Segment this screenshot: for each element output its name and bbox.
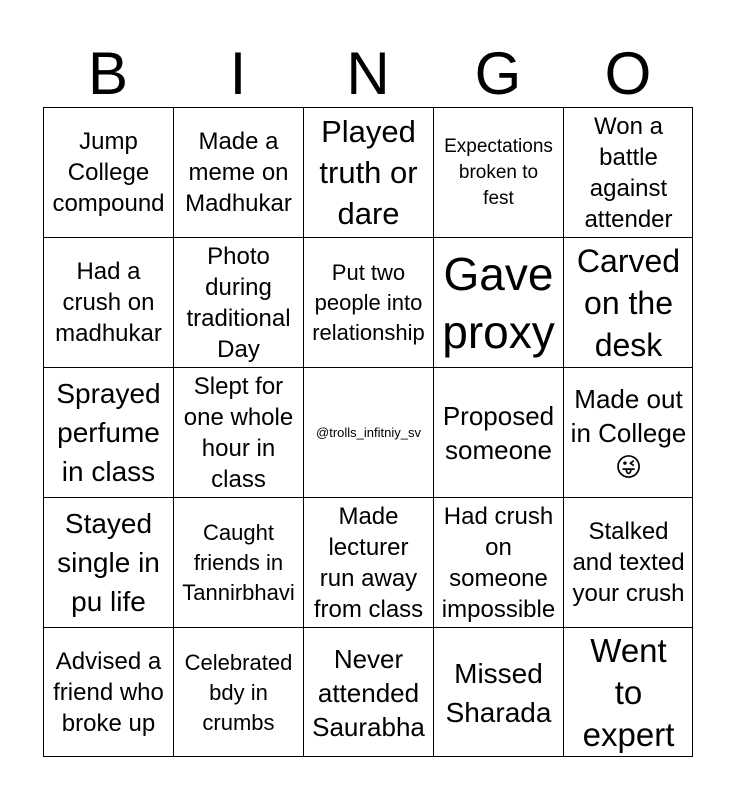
cell-text: Made out in College 😜 xyxy=(570,383,687,482)
cell-text: Jump College compound xyxy=(52,128,165,217)
cell-text: Put two people into relationship xyxy=(312,259,425,345)
cell-text: Stalked and texted your crush xyxy=(572,518,685,607)
bingo-cell-r2c5[interactable] xyxy=(563,237,693,367)
bingo-cell-r4c4[interactable] xyxy=(433,497,563,627)
cell-text: Made lecturer run away from class xyxy=(313,502,424,623)
bingo-cell-r1c2[interactable] xyxy=(173,107,303,237)
cell-text: Photo during traditional Day xyxy=(186,242,291,363)
bingo-cell-r4c3[interactable] xyxy=(303,497,433,627)
bingo-cell-r5c4[interactable] xyxy=(433,627,563,757)
bingo-cell-r5c1[interactable] xyxy=(43,627,173,757)
bingo-cell-r3c5[interactable] xyxy=(563,367,693,497)
cell-text: Advised a friend who broke up xyxy=(53,648,164,737)
cell-text: Made a meme on Madhukar xyxy=(185,128,292,217)
header-letter-o: O xyxy=(604,40,652,107)
bingo-cell-r4c2[interactable] xyxy=(173,497,303,627)
bingo-cell-r1c3[interactable] xyxy=(303,107,433,237)
bingo-cell-r5c3[interactable] xyxy=(303,627,433,757)
bingo-cell-r2c1[interactable] xyxy=(43,237,173,367)
header-letter-g: G xyxy=(474,40,522,107)
cell-text: Caught friends in Tannirbhavi xyxy=(182,519,295,605)
cell-text: Sprayed perfume in class xyxy=(56,378,161,487)
cell-text: Expectations broken to fest xyxy=(444,135,553,209)
bingo-cell-r3c1[interactable] xyxy=(43,367,173,497)
cell-text: Went to expert xyxy=(582,631,675,753)
cell-text: Carved on the desk xyxy=(576,242,681,363)
cell-text: Never attended Saurabha xyxy=(312,643,425,742)
cell-text: Missed Sharada xyxy=(445,657,552,728)
bingo-cell-free[interactable] xyxy=(303,367,433,497)
bingo-cell-r2c3[interactable] xyxy=(303,237,433,367)
cell-text: Had crush on someone impossible xyxy=(441,502,556,623)
bingo-cell-r3c2[interactable] xyxy=(173,367,303,497)
cell-text: Slept for one whole hour in class xyxy=(183,372,294,493)
bingo-cell-r4c5[interactable] xyxy=(563,497,693,627)
cell-text: Celebrated bdy in crumbs xyxy=(184,649,293,735)
header-letter-i: I xyxy=(229,40,247,107)
bingo-cell-r4c1[interactable] xyxy=(43,497,173,627)
bingo-cell-r5c2[interactable] xyxy=(173,627,303,757)
cell-text: Had a crush on madhukar xyxy=(55,258,162,347)
bingo-header xyxy=(43,40,693,108)
header-letter-n: N xyxy=(346,40,390,107)
free-space-text: @trolls_infitniy_sv xyxy=(316,424,421,440)
bingo-cell-r2c4[interactable] xyxy=(433,237,563,367)
cell-text: Stayed single in pu life xyxy=(57,508,160,617)
header-letter-b: B xyxy=(87,40,129,107)
cell-text: Proposed someone xyxy=(442,400,555,465)
bingo-cell-r5c5[interactable] xyxy=(563,627,693,757)
cell-text: Played truth or dare xyxy=(319,114,418,231)
cell-text: Won a battle against attender xyxy=(584,112,673,233)
bingo-cell-r1c4[interactable] xyxy=(433,107,563,237)
cell-text: Gave proxy xyxy=(442,247,555,358)
bingo-cell-r2c2[interactable] xyxy=(173,237,303,367)
bingo-board xyxy=(43,107,693,757)
bingo-cell-r3c4[interactable] xyxy=(433,367,563,497)
bingo-cell-r1c5[interactable] xyxy=(563,107,693,237)
bingo-cell-r1c1[interactable] xyxy=(43,107,173,237)
